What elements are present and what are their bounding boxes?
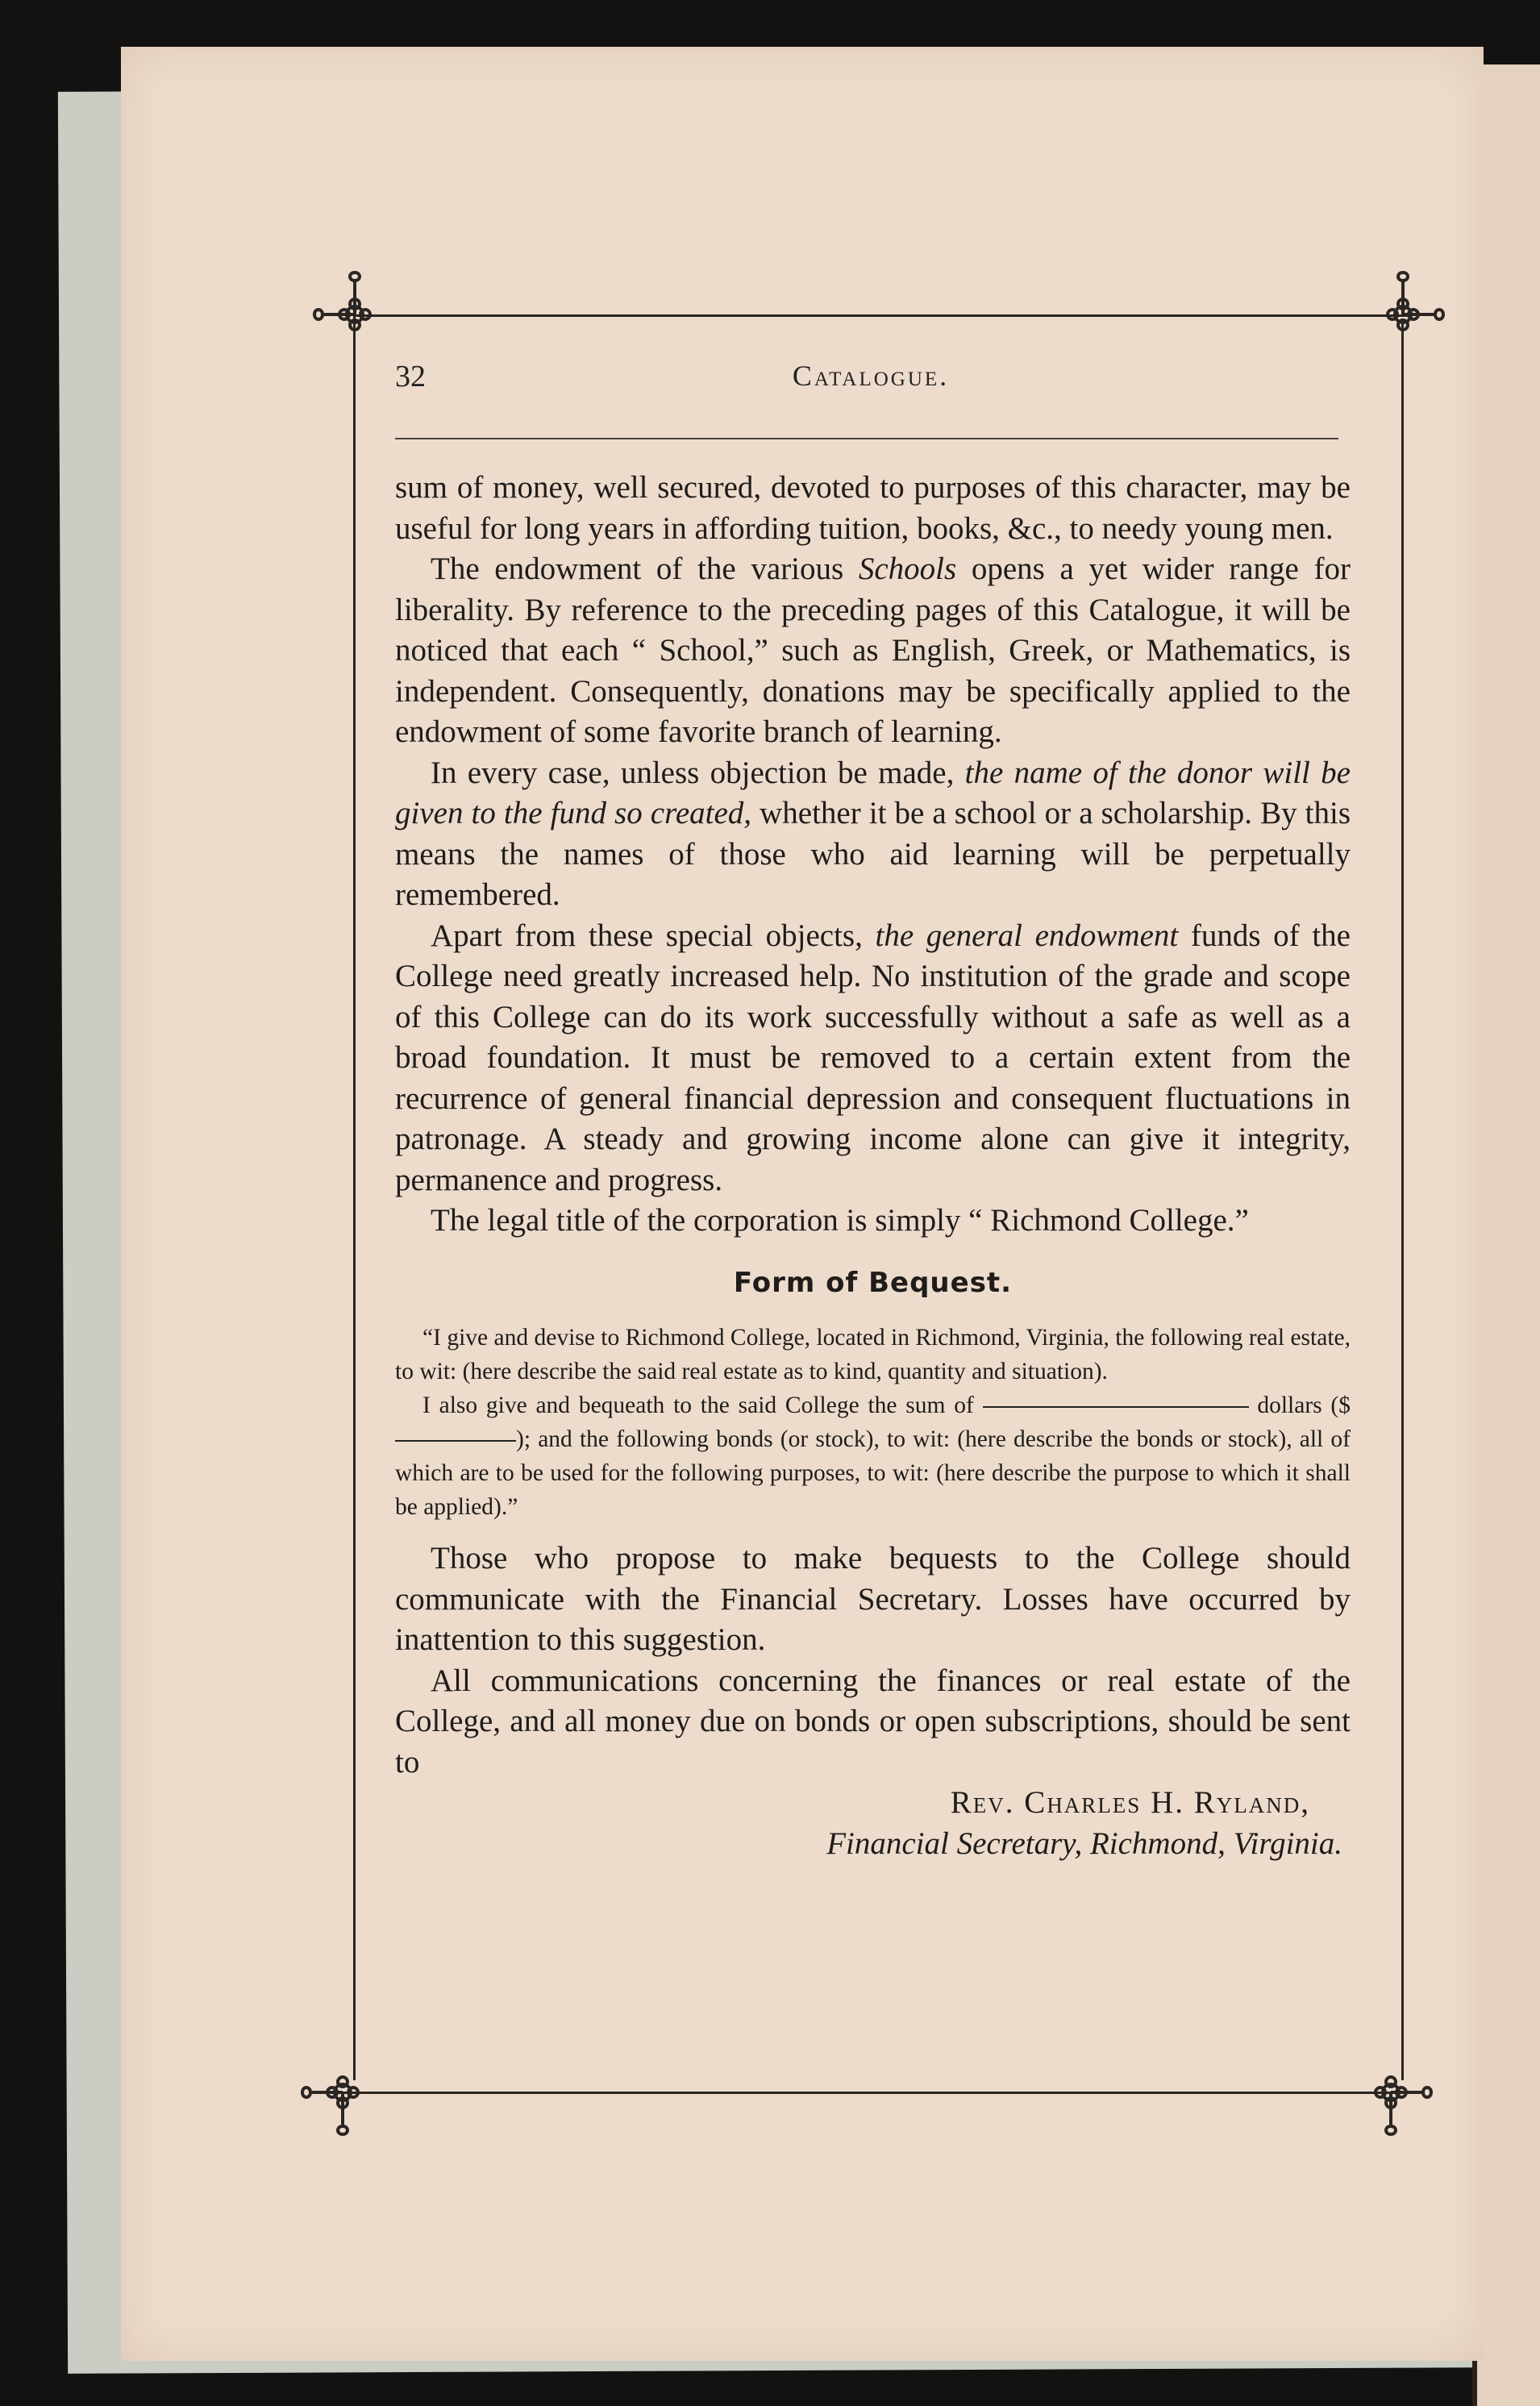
- spacer: [395, 1524, 1351, 1538]
- paragraph-text: whether it be a school or a scholarship. By this means the names of those who aid learning will be perpetually remembered.: [395, 796, 1351, 912]
- blank-line: [983, 1406, 1249, 1408]
- paragraph-legal-title: The legal title of the corporation is simply “ Richmond College.”: [431, 1203, 1249, 1238]
- signature-block: [395, 1783, 1342, 1864]
- corner-ornament-icon-bottom-right: [1342, 2044, 1439, 2141]
- bequest-text: ); and the following bonds (or stock), to wit: (here describe the bonds or stock), all of which are to be used for the following purposes, to wit: (here describe the purpose to which it shall be applied).”: [395, 1426, 1351, 1520]
- bequest-text: dollars ($: [1248, 1392, 1351, 1418]
- paragraph-text: Apart from these special objects,: [431, 918, 876, 953]
- paragraph-text: funds of the College need greatly increased help. No institution of the grade and scope of this College can do its work successfully without a safe as well as a broad foundation. It must be removed to a certain extent from the recurrence of general financial depression and consequent fluctuations in patronage. A steady and growing income alone can give it integrity, permanence and progress.: [395, 918, 1351, 1197]
- bequest-sum: [395, 1388, 1351, 1524]
- blank-line: [395, 1440, 516, 1442]
- emphasis-text: Schools: [858, 552, 957, 586]
- paragraph-continuation: sum of money, well secured, devoted to purposes of this character, may be useful for long years in affording tuition, books, &c., to needy young men.: [395, 470, 1351, 546]
- page-number: 32: [395, 360, 426, 393]
- signature-title: Financial Secretary, Richmond, Virginia.: [826, 1825, 1342, 1861]
- paragraph-communications: All communications concerning the finances or real estate of the College, and all money due on bonds or open subscriptions, should be sent to: [395, 1663, 1351, 1780]
- bequest-form: [395, 1321, 1351, 1524]
- corner-ornament-icon-top-right: [1355, 266, 1451, 363]
- bequest-real-estate: “I give and devise to Richmond College, located in Richmond, Virginia, the following real estate, to wit: (here describe the said real estate as to kind, quantity and situation).: [395, 1325, 1351, 1384]
- paragraph-schools: [395, 549, 1351, 753]
- running-header: [395, 359, 1346, 407]
- paragraph-text: The endowment of the various: [431, 552, 859, 586]
- corner-ornament-icon-bottom-left: [294, 2044, 391, 2141]
- frame-top-line: [355, 314, 1411, 317]
- frame-bottom-line: [343, 2092, 1391, 2094]
- paragraph-bequest-advice: Those who propose to make bequests to the College should communicate with the Financial Secretary. Losses have occurred by inattention to this suggestion.: [395, 1541, 1351, 1657]
- bequest-heading: Form of Bequest.: [733, 1266, 1013, 1299]
- emphasis-text: the name of the donor will be given to the fund so created,: [395, 755, 1351, 830]
- frame-right-line: [1401, 323, 1404, 2080]
- paragraph-general-endowment: [395, 916, 1351, 1201]
- paragraph-text: In every case, unless objection be made,: [431, 755, 965, 790]
- signature-name: Rev. Charles H. Ryland,: [950, 1785, 1310, 1820]
- bequest-text: I also give and bequeath to the said College the sum of: [422, 1392, 983, 1418]
- corner-ornament-icon-top-left: [306, 266, 403, 363]
- emphasis-text: the general endowment: [875, 918, 1179, 953]
- page-body: [395, 468, 1351, 1864]
- next-page: [1477, 65, 1540, 2406]
- paragraph-text: opens a yet wider range for liberality. By reference to the preceding pages of this Catalogue, it will be noticed that each “ School,” such as English, Greek, or Mathematics, is independent. Consequently, donations may be specifically applied to the endowment of some favorite branch of learning.: [395, 552, 1351, 749]
- frame-left-line: [353, 314, 356, 2080]
- running-title: Catalogue.: [792, 360, 950, 392]
- paragraph-donor-name: [395, 753, 1351, 916]
- header-rule: [395, 438, 1338, 439]
